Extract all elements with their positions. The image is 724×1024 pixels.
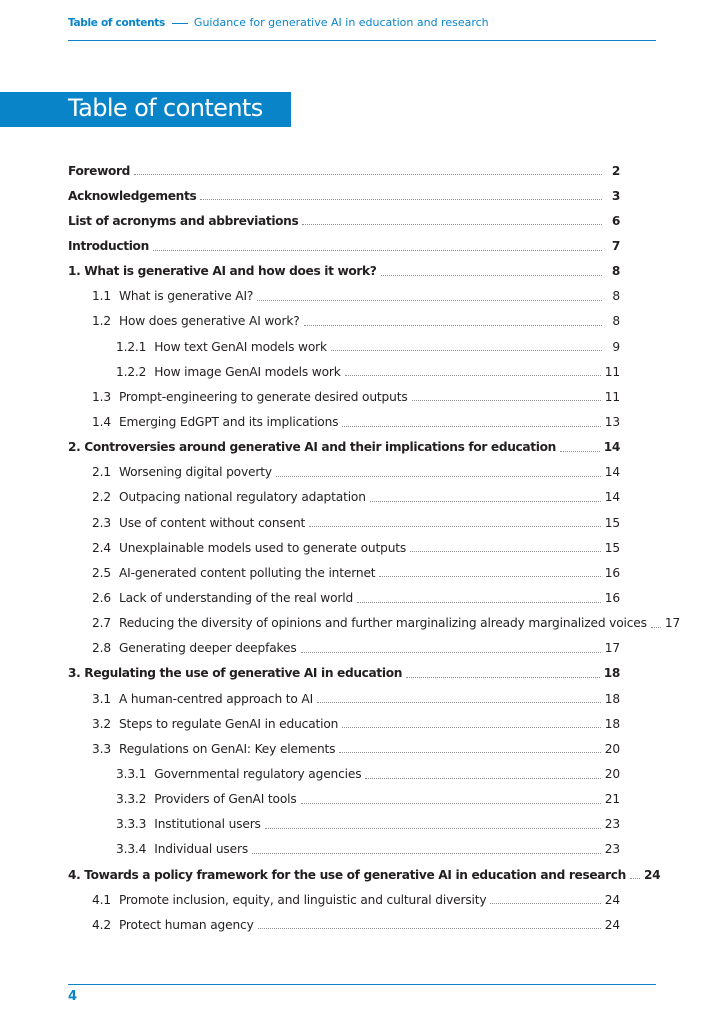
toc-entry-page: 24 [604,917,620,932]
toc-entry-page: 21 [604,792,620,807]
toc-entry-title: Worsening digital poverty [118,465,272,480]
toc-entry-title: Governmental regulatory agencies [154,766,362,781]
toc-entry-title: Lack of understanding of the real world [118,590,354,605]
toc-entry[interactable] [68,636,620,661]
toc-entry-title: Reducing the diversity of opinions and further marginalizing already marginalized voices [118,616,647,631]
toc-entry[interactable] [68,334,620,359]
dot-leader [560,450,600,452]
toc-entry-title: Institutional users [154,817,261,832]
toc-entry-title: Protect human agency [118,917,254,932]
toc-entry-page: 8 [611,264,620,279]
toc-entry[interactable] [68,409,620,434]
toc-entry-page: 20 [604,766,620,781]
dot-leader [304,324,602,326]
dot-leader [339,751,600,753]
toc-entry-title: Promote inclusion, equity, and linguistic and cultural diversity [118,892,487,907]
toc-entry-page: 13 [604,414,620,429]
toc-entry-number: 3.3.4 [116,842,147,857]
toc-entry-title: Steps to regulate GenAI in education [118,716,339,731]
toc-entry-title: List of acronyms and abbreviations [68,213,299,228]
toc-entry-number: 4.2 [92,917,111,932]
toc-entry-title: How text GenAI models work [154,339,327,354]
toc-entry-page: 7 [611,238,620,253]
dot-leader [301,651,601,653]
dot-leader [381,274,602,276]
dot-leader [317,701,601,703]
toc-entry-number: 3.3.2 [116,792,147,807]
dot-leader [309,525,601,527]
toc-entry[interactable] [68,460,620,485]
toc-entry-title: Regulations on GenAI: Key elements [118,741,336,756]
dot-leader [412,399,601,401]
toc-entry-number: 1.1 [92,289,111,304]
page-number: 4 [68,989,78,1004]
dot-leader [153,249,602,251]
dot-leader [345,374,601,376]
toc-entry-page: 24 [644,867,661,882]
title-band [0,92,291,127]
dot-leader [651,626,661,628]
toc-entry-page: 8 [612,289,620,304]
toc-entry-number: 1.3 [92,389,111,404]
toc-entry-page: 14 [604,490,620,505]
toc-entry[interactable] [68,259,620,284]
dot-leader [410,550,601,552]
toc-entry[interactable] [68,309,620,334]
dot-leader [200,198,602,200]
toc-entry-title: How does generative AI work? [118,314,300,329]
toc-entry-title: 2. Controversies around generative AI and their implications for education [68,440,556,455]
toc-entry-page: 14 [604,465,620,480]
toc-entry-title: Acknowledgements [68,188,197,203]
toc-entry-page: 23 [604,842,620,857]
toc-entry-title: Providers of GenAI tools [154,792,297,807]
toc-entry-number: 3.3.3 [116,817,147,832]
footer-rule [68,984,656,985]
running-header [68,16,656,29]
toc-entry-page: 18 [604,716,620,731]
toc-entry-page: 11 [604,389,620,404]
toc-entry-page: 15 [604,515,620,530]
toc-entry[interactable] [68,535,620,560]
toc-entry-number: 2.1 [92,465,111,480]
toc-entry-title: Foreword [68,163,131,178]
dot-leader [379,575,600,577]
toc-entry[interactable] [68,787,620,812]
dot-leader [258,927,601,929]
toc-entry-page: 15 [604,540,620,555]
toc-entry-page: 6 [611,213,620,228]
dot-leader [302,223,602,225]
toc-entry-title: 4. Towards a policy framework for the use of generative AI in education and research [68,867,626,882]
toc-entry[interactable] [68,812,620,837]
toc-entry-title: Emerging EdGPT and its implications [118,414,339,429]
dot-leader [265,827,601,829]
toc-entry-number: 2.3 [92,515,111,530]
toc-entry[interactable] [68,359,620,384]
toc-entry[interactable] [68,560,620,585]
toc-entry-title: Outpacing national regulatory adaptation [118,490,366,505]
toc-entry[interactable] [68,711,620,736]
dot-leader [406,676,600,678]
toc-entry-title: Introduction [68,238,149,253]
dot-leader [257,299,602,301]
toc-entry[interactable] [68,887,620,912]
toc-entry-number: 2.4 [92,540,111,555]
toc-entry-page: 17 [664,616,681,631]
toc-entry-number: 1.4 [92,414,111,429]
toc-entry[interactable] [68,435,620,460]
toc-entry[interactable] [68,837,620,862]
header-dash [172,23,188,24]
toc-entry[interactable] [68,862,661,887]
toc-entry-page: 9 [612,339,620,354]
toc-entry-title: Generating deeper deepfakes [118,641,297,656]
toc-entry-title: Prompt-engineering to generate desired outputs [118,389,408,404]
toc-entry[interactable] [68,208,620,233]
toc-entry-page: 18 [603,666,620,681]
toc-entry-number: 1.2 [92,314,111,329]
toc-entry-page: 8 [612,314,620,329]
dot-leader [134,173,602,175]
toc-entry-page: 16 [604,565,620,580]
toc-entry-page: 2 [611,163,620,178]
toc-entry-title: Use of content without consent [118,515,306,530]
toc-entry[interactable] [68,736,620,761]
dot-leader [370,500,601,502]
toc-entry[interactable] [68,686,620,711]
toc-entry-number: 2.8 [92,641,111,656]
toc-entry-number: 3.1 [92,691,111,706]
dot-leader [630,877,640,879]
toc-entry[interactable] [68,585,620,610]
running-header-section: Table of contents [68,17,165,29]
toc-entry-title: AI-generated content polluting the internet [118,565,376,580]
running-header-doc-title: Guidance for generative AI in education and research [193,16,489,29]
dot-leader [490,902,600,904]
toc-entry[interactable] [68,611,681,636]
dot-leader [252,852,601,854]
toc-entry-page: 20 [604,741,620,756]
toc-entry-title: A human-centred approach to AI [118,691,314,706]
table-of-contents [68,158,681,937]
toc-entry[interactable] [68,384,620,409]
dot-leader [342,425,600,427]
toc-entry-number: 2.5 [92,565,111,580]
toc-entry-title: What is generative AI? [118,289,254,304]
toc-entry-page: 18 [604,691,620,706]
toc-entry-title: 1. What is generative AI and how does it work? [68,264,377,279]
toc-entry-number: 3.3 [92,741,111,756]
dot-leader [357,601,601,603]
toc-entry[interactable] [68,485,620,510]
toc-entry[interactable] [68,661,620,686]
toc-entry[interactable] [68,510,620,535]
dot-leader [331,349,602,351]
toc-entry[interactable] [68,158,620,183]
dot-leader [301,802,601,804]
toc-entry[interactable] [68,284,620,309]
toc-entry[interactable] [68,233,620,258]
toc-entry-title: 3. Regulating the use of generative AI in education [68,666,403,681]
toc-entry-page: 24 [604,892,620,907]
toc-entry-number: 2.2 [92,490,111,505]
toc-entry-page: 17 [604,641,620,656]
toc-entry-number: 1.2.2 [116,364,147,379]
toc-entry-page: 16 [604,590,620,605]
toc-entry-title: Unexplainable models used to generate outputs [118,540,407,555]
toc-entry-number: 3.3.1 [116,766,147,781]
toc-entry-page: 3 [611,188,620,203]
toc-entry-number: 1.2.1 [116,339,147,354]
toc-entry-page: 23 [604,817,620,832]
header-rule [68,40,656,41]
toc-entry[interactable] [68,183,620,208]
toc-entry-number: 3.2 [92,716,111,731]
dot-leader [365,777,600,779]
toc-entry-title: How image GenAI models work [154,364,341,379]
toc-entry-title: Individual users [154,842,249,857]
toc-entry-number: 2.6 [92,590,111,605]
dot-leader [276,475,601,477]
dot-leader [342,726,601,728]
toc-entry-number: 2.7 [92,616,111,631]
page-title: Table of contents [68,94,263,122]
toc-entry[interactable] [68,761,620,786]
toc-entry[interactable] [68,912,620,937]
toc-entry-page: 14 [603,440,620,455]
toc-entry-number: 4.1 [92,892,111,907]
toc-entry-page: 11 [604,364,620,379]
